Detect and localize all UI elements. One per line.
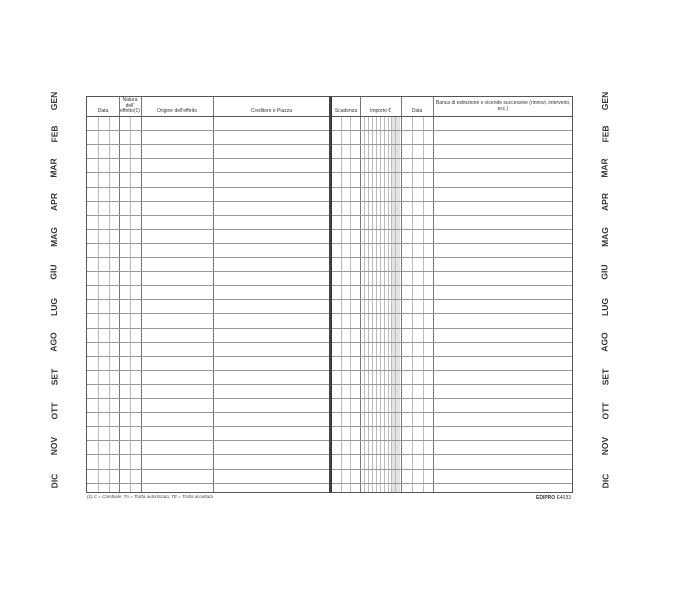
brand-code: E4033 bbox=[556, 495, 572, 501]
header-divider bbox=[332, 116, 572, 117]
row-line bbox=[332, 370, 572, 371]
row-line bbox=[332, 229, 572, 230]
month-label: GEN bbox=[49, 91, 60, 111]
row-line bbox=[87, 271, 329, 272]
header-creditore: Creditore e Piazza bbox=[250, 107, 293, 114]
ledger-left-page bbox=[86, 96, 330, 493]
row-line bbox=[87, 370, 329, 371]
row-line bbox=[332, 313, 572, 314]
row-line bbox=[332, 440, 572, 441]
row-line bbox=[332, 271, 572, 272]
month-column-right bbox=[598, 0, 612, 600]
month-label: AGO bbox=[49, 332, 59, 352]
header-divider bbox=[87, 116, 329, 117]
row-line bbox=[332, 356, 572, 357]
row-line bbox=[87, 172, 329, 173]
month-label: MAR bbox=[49, 158, 60, 178]
row-line bbox=[332, 342, 572, 343]
month-label: APR bbox=[600, 193, 611, 211]
header-scadenza: Scadenza bbox=[334, 107, 358, 114]
row-line bbox=[332, 215, 572, 216]
month-label: LUG bbox=[600, 298, 611, 316]
right-row-lines bbox=[332, 97, 572, 492]
row-line bbox=[87, 384, 329, 385]
month-label: FEB bbox=[49, 125, 59, 143]
month-label: GIU bbox=[600, 264, 610, 280]
row-line bbox=[87, 158, 329, 159]
row-line bbox=[87, 328, 329, 329]
row-line bbox=[332, 398, 572, 399]
row-line bbox=[87, 144, 329, 145]
row-line bbox=[87, 483, 329, 484]
header-data: Data bbox=[97, 107, 109, 114]
month-column-left bbox=[47, 0, 61, 600]
month-label: OTT bbox=[600, 402, 610, 420]
row-line bbox=[332, 483, 572, 484]
row-line bbox=[332, 469, 572, 470]
month-label: OTT bbox=[49, 402, 59, 420]
row-line bbox=[87, 243, 329, 244]
row-line bbox=[87, 285, 329, 286]
row-line bbox=[87, 440, 329, 441]
row-line bbox=[87, 342, 329, 343]
row-line bbox=[332, 426, 572, 427]
month-label: GIU bbox=[49, 264, 59, 280]
row-line bbox=[332, 384, 572, 385]
month-label: NOV bbox=[600, 436, 611, 456]
row-line bbox=[87, 426, 329, 427]
brand-mark bbox=[536, 495, 571, 501]
row-line bbox=[87, 201, 329, 202]
row-line bbox=[87, 356, 329, 357]
row-line bbox=[332, 144, 572, 145]
row-line bbox=[87, 454, 329, 455]
row-line bbox=[332, 257, 572, 258]
left-row-lines bbox=[87, 97, 329, 492]
month-label: GEN bbox=[600, 91, 611, 111]
month-label: MAG bbox=[600, 227, 610, 247]
row-line bbox=[332, 187, 572, 188]
month-label: APR bbox=[49, 193, 60, 211]
row-line bbox=[87, 412, 329, 413]
header-importo: Importo € bbox=[369, 107, 392, 114]
month-label: SET bbox=[49, 368, 59, 386]
month-label: FEB bbox=[600, 125, 610, 143]
row-line bbox=[87, 313, 329, 314]
month-label: NOV bbox=[49, 436, 60, 456]
month-label: AGO bbox=[600, 332, 610, 352]
header-natura: Natura dell' effetto(1) bbox=[120, 97, 140, 115]
brand-name: EDIPRO bbox=[536, 495, 556, 501]
row-line bbox=[87, 257, 329, 258]
row-line bbox=[87, 187, 329, 188]
month-label: LUG bbox=[49, 298, 60, 316]
row-line bbox=[87, 215, 329, 216]
month-label: DIC bbox=[600, 473, 611, 489]
row-line bbox=[332, 299, 572, 300]
row-line bbox=[332, 158, 572, 159]
month-label: SET bbox=[600, 368, 610, 386]
month-label: MAG bbox=[49, 227, 59, 247]
row-line bbox=[332, 328, 572, 329]
row-line bbox=[332, 412, 572, 413]
row-line bbox=[87, 398, 329, 399]
row-line bbox=[332, 172, 572, 173]
footnote: (1) C = Cambiale; TA = Tratta autorizzata; TE = Tratta accettata bbox=[87, 494, 214, 499]
row-line bbox=[332, 454, 572, 455]
row-line bbox=[332, 130, 572, 131]
ledger-right-page bbox=[331, 96, 573, 493]
row-line bbox=[332, 201, 572, 202]
row-line bbox=[87, 229, 329, 230]
header-origine: Origine dell'effetto bbox=[156, 107, 198, 114]
month-label: MAR bbox=[600, 158, 611, 178]
month-label: DIC bbox=[49, 473, 60, 489]
header-banca: Banca di estinzione o vicende successive (rinnovi, interventi, ecc.) bbox=[435, 100, 571, 112]
row-line bbox=[332, 243, 572, 244]
row-line bbox=[87, 469, 329, 470]
row-line bbox=[87, 130, 329, 131]
header-data: Data bbox=[411, 107, 423, 114]
row-line bbox=[87, 299, 329, 300]
row-line bbox=[332, 285, 572, 286]
